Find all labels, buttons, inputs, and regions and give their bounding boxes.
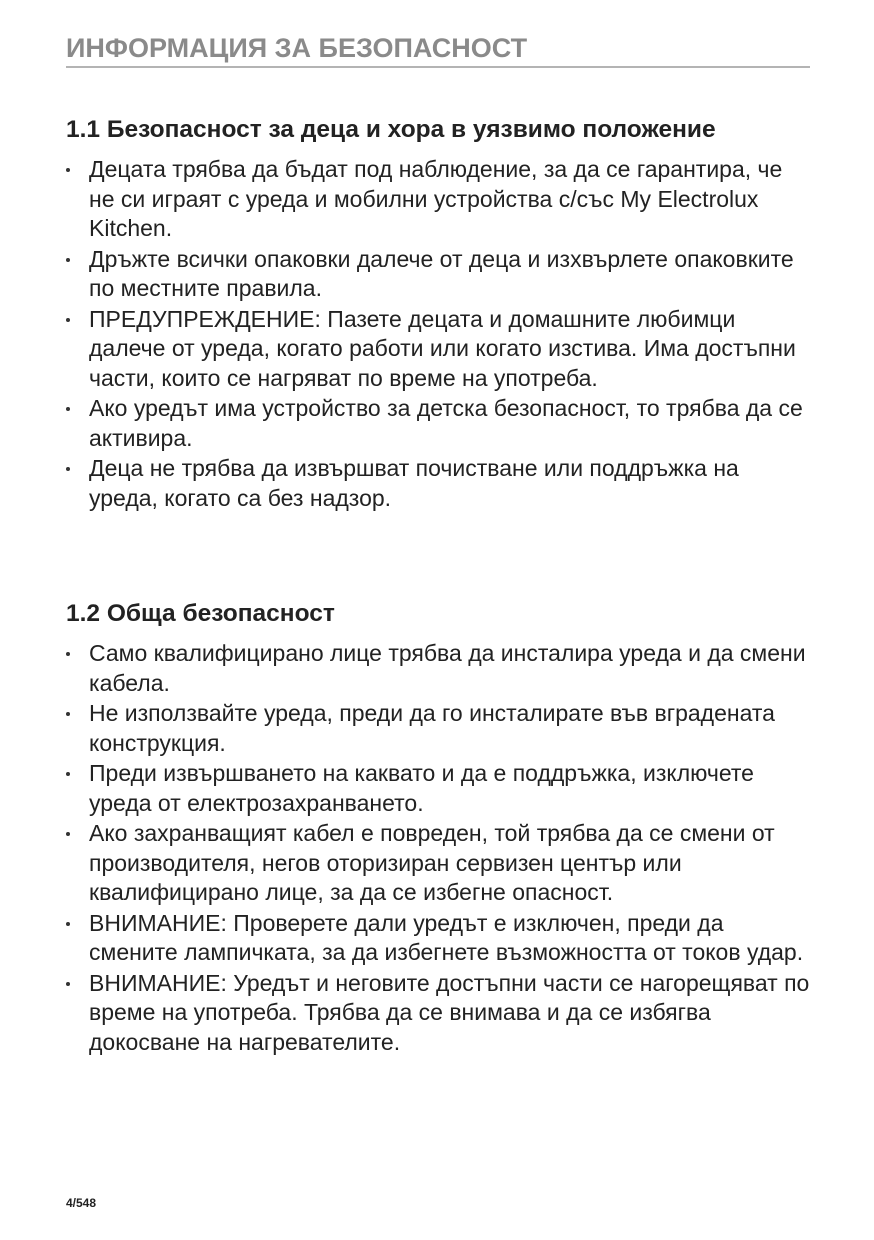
list-item	[66, 909, 810, 968]
page-number: 4/548	[66, 1196, 97, 1210]
list-item-text: Дръжте всички опаковки далече от деца и изхвърлете опаковките по местните правила.	[89, 245, 794, 301]
bullet-icon	[66, 407, 70, 411]
list-item-text: Ако захранващият кабел е повреден, той трябва да се смени от производителя, негов оторизиран сервизен център или квалифицирано лице, за да се избегне опасност.	[89, 820, 775, 905]
list-item-text: ПРЕДУПРЕЖДЕНИЕ: Пазете децата и домашните любимци далече от уреда, когато работи или когато изстива. Има достъпни части, които се нагряват по време на употреба.	[89, 305, 796, 391]
section-title: 1.2 Обща безопасност	[66, 600, 335, 627]
list-item-text: ВНИМАНИЕ: Уредът и неговите достъпни части се нагорещяват по време на употреба. Трябва да се внимава и да се избягва докосване на нагревателите.	[89, 969, 810, 1055]
list-item	[66, 245, 810, 304]
list-item	[66, 155, 810, 244]
chapter-divider	[66, 66, 810, 68]
bullet-list	[66, 639, 810, 1057]
bullet-icon	[66, 832, 70, 836]
list-item	[66, 699, 810, 758]
bullet-icon	[66, 258, 70, 262]
list-item	[66, 305, 810, 394]
list-item	[66, 454, 810, 513]
list-item-text: Децата трябва да бъдат под наблюдение, за да се гарантира, че не си играят с уреда и мобилни устройства с/със My Electrolux Kitchen.	[89, 156, 783, 241]
section-child-safety	[66, 114, 810, 514]
bullet-icon	[66, 168, 70, 172]
bullet-icon	[66, 318, 70, 322]
bullet-icon	[66, 982, 70, 986]
list-item	[66, 819, 810, 908]
list-item-text: Деца не трябва да извършват почистване или поддръжка на уреда, когато са без надзор.	[89, 455, 739, 511]
list-item-text: Преди извършването на каквато и да е поддръжка, изключете уреда от електрозахранването.	[89, 760, 754, 816]
bullet-icon	[66, 652, 70, 656]
list-item	[66, 969, 810, 1058]
bullet-icon	[66, 467, 70, 471]
list-item-text: Не използвайте уреда, преди да го инсталирате във вградената конструкция.	[89, 700, 775, 756]
section-general-safety	[66, 598, 810, 1058]
bullet-list	[66, 155, 810, 513]
list-item	[66, 639, 810, 698]
bullet-icon	[66, 772, 70, 776]
bullet-icon	[66, 712, 70, 716]
bullet-icon	[66, 922, 70, 926]
list-item	[66, 759, 810, 818]
chapter-title: ИНФОРМАЦИЯ ЗА БЕЗОПАСНОСТ	[66, 33, 528, 63]
list-item-text: ВНИМАНИЕ: Проверете дали уредът е изключен, преди да смените лампичката, за да избегнете възможността от токов удар.	[89, 909, 804, 965]
list-item-text: Само квалифицирано лице трябва да инсталира уреда и да смени кабела.	[89, 640, 806, 696]
list-item-text: Ако уредът има устройство за детска безопасност, то трябва да се активира.	[89, 395, 803, 451]
section-title: 1.1 Безопасност за деца и хора в уязвимо положение	[66, 116, 716, 143]
list-item	[66, 394, 810, 453]
